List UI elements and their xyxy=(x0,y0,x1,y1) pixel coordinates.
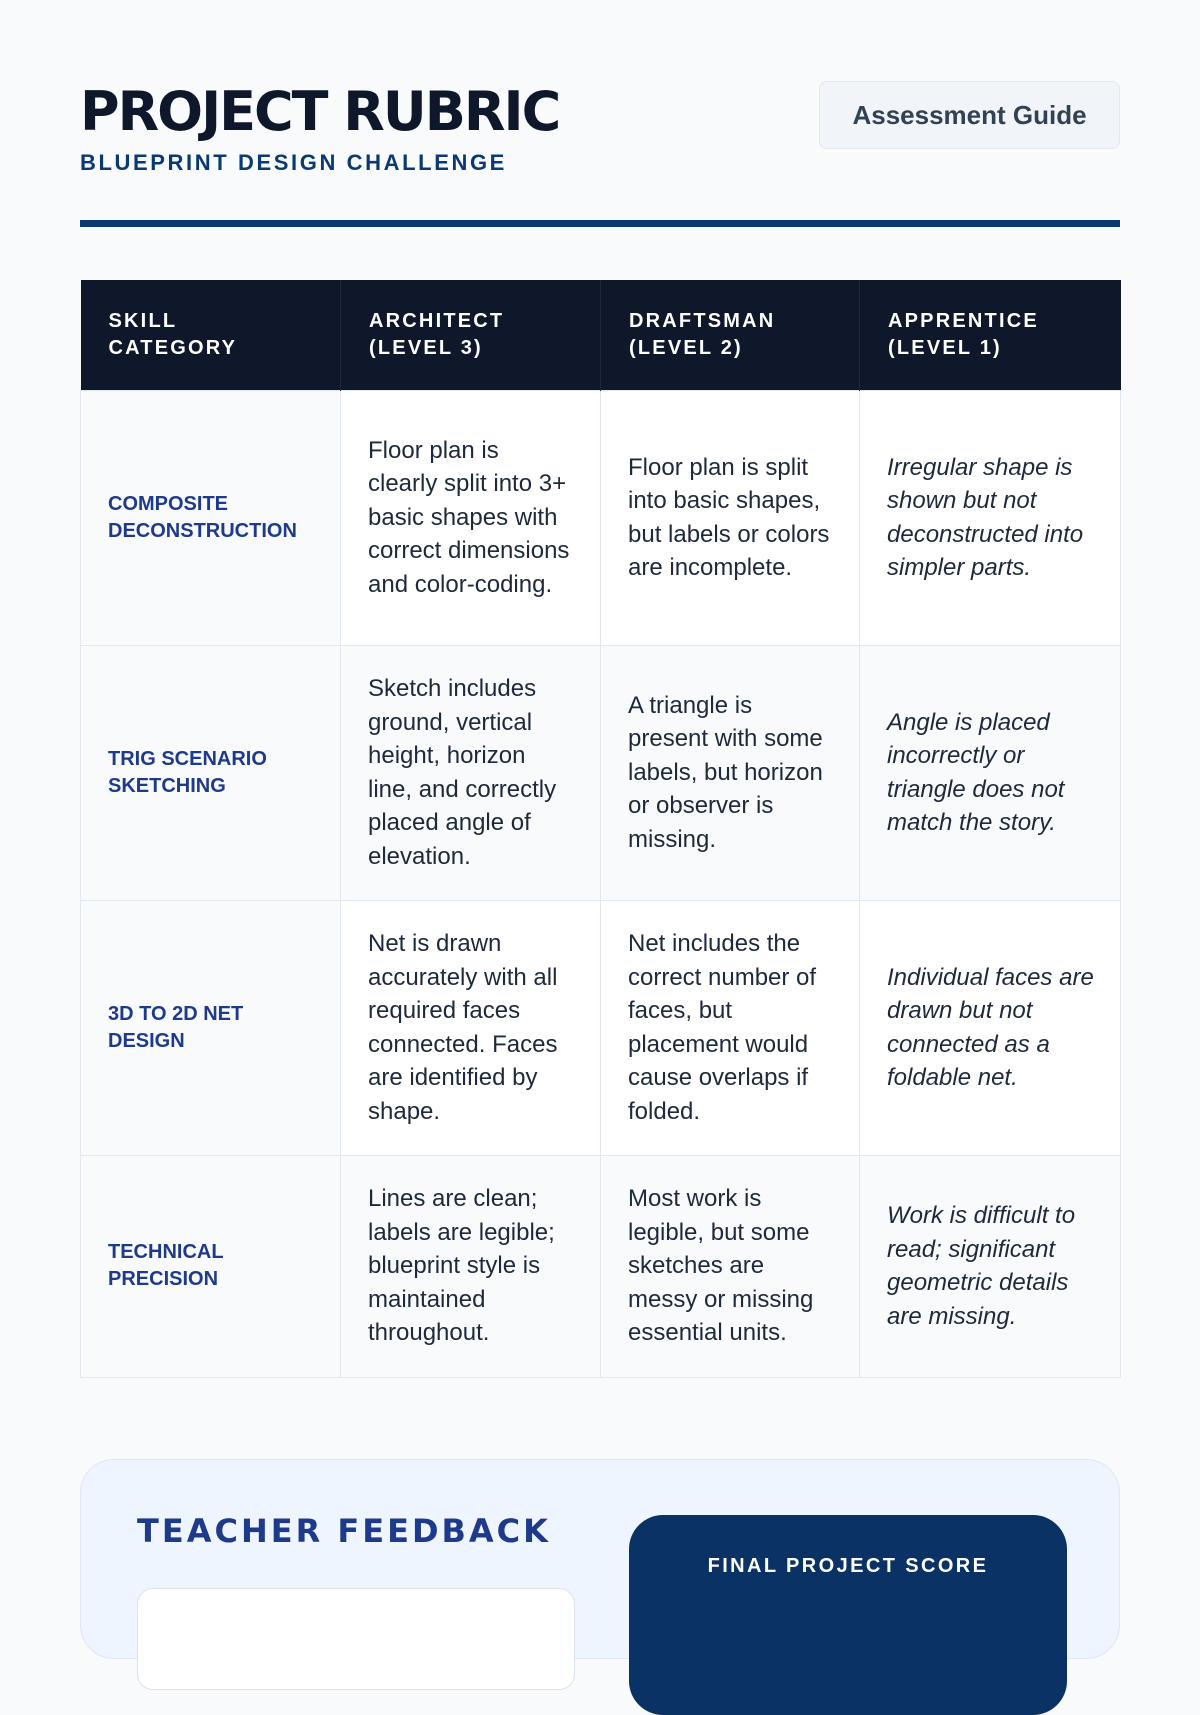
apprentice-cell: Angle is placed incorrectly or triangle does not match the story. xyxy=(860,645,1121,900)
teacher-feedback-input[interactable] xyxy=(137,1588,575,1690)
final-score-card xyxy=(629,1515,1067,1715)
apprentice-cell: Individual faces are drawn but not connected as a foldable net. xyxy=(860,900,1121,1155)
category-cell xyxy=(81,645,341,900)
column-header-draftsman: DRAFTSMAN (LEVEL 2) xyxy=(601,280,860,390)
category-label: 3D TO 2D NET DESIGN xyxy=(108,1002,244,1052)
draftsman-cell: Net includes the correct number of faces, but placement would cause overlaps if folded. xyxy=(601,900,860,1155)
draftsman-cell: Most work is legible, but some sketches are messy or missing essential units. xyxy=(601,1155,860,1377)
table-header-row xyxy=(81,280,1121,390)
category-cell xyxy=(81,390,341,645)
assessment-guide-button[interactable]: Assessment Guide xyxy=(819,81,1120,149)
architect-cell: Lines are clean; labels are legible; blueprint style is maintained throughout. xyxy=(341,1155,601,1377)
architect-cell: Net is drawn accurately with all required faces connected. Faces are identified by shape. xyxy=(341,900,601,1155)
draftsman-cell: Floor plan is split into basic shapes, but labels or colors are incomplete. xyxy=(601,390,860,645)
table-row xyxy=(81,900,1121,1155)
table-row xyxy=(81,1155,1121,1377)
header-divider xyxy=(80,220,1120,227)
final-score-label: FINAL PROJECT SCORE xyxy=(707,1555,989,1577)
architect-cell: Floor plan is clearly split into 3+ basic shapes with correct dimensions and color-coding. xyxy=(341,390,601,645)
column-header-apprentice: APPRENTICE (LEVEL 1) xyxy=(860,280,1121,390)
apprentice-cell: Irregular shape is shown but not deconstructed into simpler parts. xyxy=(860,390,1121,645)
table-row xyxy=(81,390,1121,645)
teacher-feedback-panel xyxy=(80,1459,1120,1659)
architect-cell: Sketch includes ground, vertical height, horizon line, and correctly placed angle of elevation. xyxy=(341,645,601,900)
category-label: COMPOSITE DECONSTRUCTION xyxy=(108,492,297,542)
table-row xyxy=(81,645,1121,900)
column-header-architect: ARCHITECT (LEVEL 3) xyxy=(341,280,601,390)
draftsman-cell: A triangle is present with some labels, but horizon or observer is missing. xyxy=(601,645,860,900)
teacher-feedback-title: TEACHER FEEDBACK xyxy=(137,1512,551,1550)
rubric-table xyxy=(80,280,1121,1378)
page-subtitle: BLUEPRINT DESIGN CHALLENGE xyxy=(80,150,507,175)
category-label: TRIG SCENARIO SKETCHING xyxy=(108,747,267,797)
column-header-skill-category: SKILL CATEGORY xyxy=(81,280,341,390)
apprentice-cell: Work is difficult to read; significant geometric details are missing. xyxy=(860,1155,1121,1377)
page-title: PROJECT RUBRIC xyxy=(80,80,560,143)
category-cell xyxy=(81,1155,341,1377)
category-cell xyxy=(81,900,341,1155)
category-label: TECHNICAL PRECISION xyxy=(108,1241,224,1290)
